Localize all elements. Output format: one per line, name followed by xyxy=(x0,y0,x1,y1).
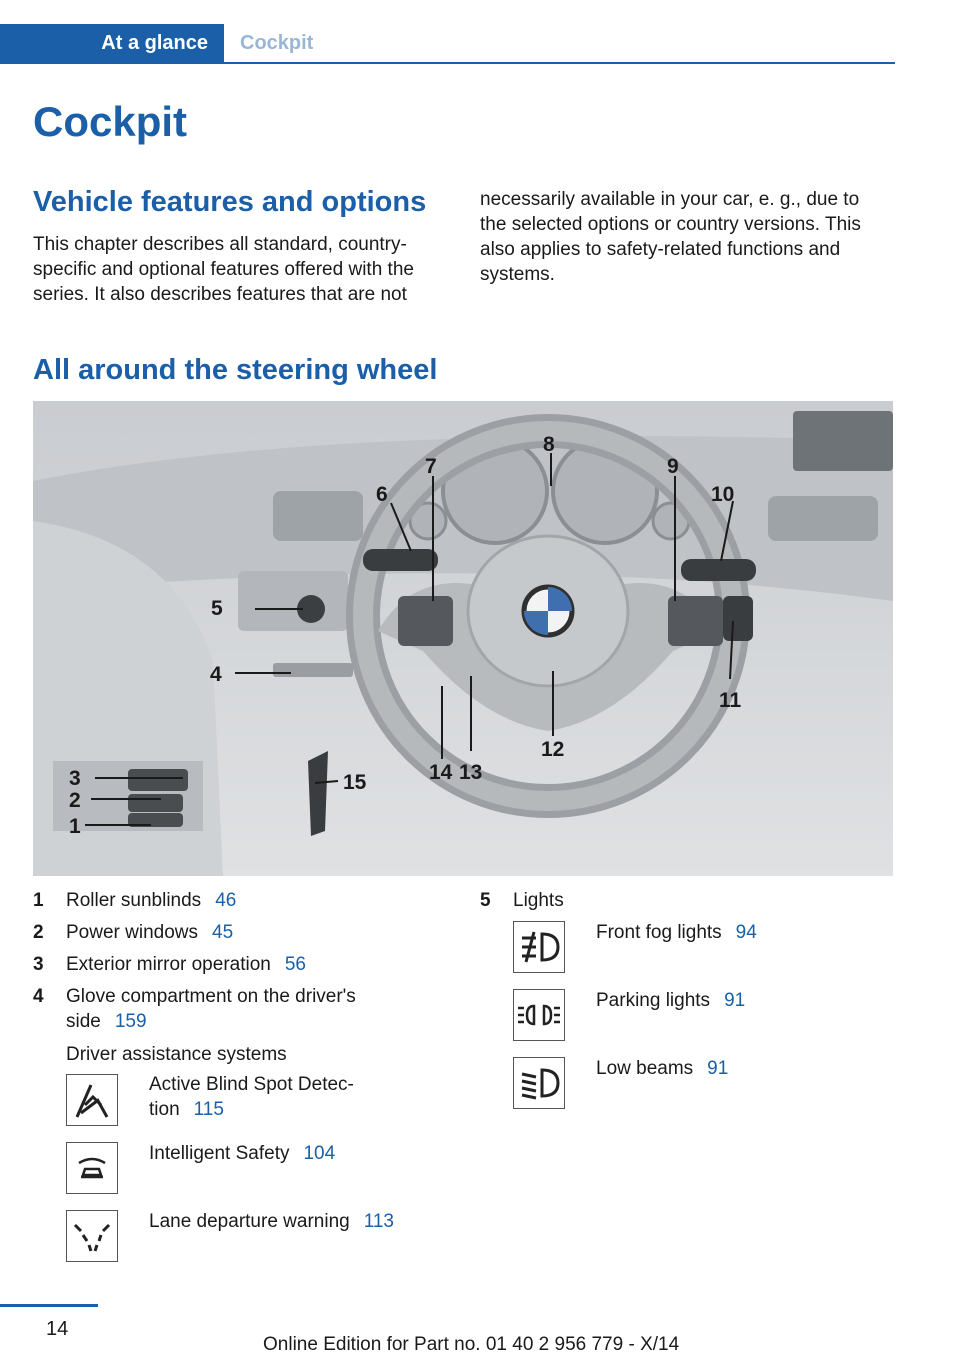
text-line: systems. xyxy=(480,264,555,285)
cockpit-illustration xyxy=(33,401,893,876)
callout-14: 14 xyxy=(429,761,453,784)
lane-departure-icon xyxy=(66,1210,118,1262)
item-label: Lights xyxy=(513,890,564,911)
item-label: Lane departure warning xyxy=(149,1211,350,1232)
page-ref-link[interactable]: 91 xyxy=(724,990,746,1011)
item-label: Low beams xyxy=(596,1058,694,1079)
item-label: Front fog lights xyxy=(596,922,722,943)
lights-item xyxy=(596,1056,728,1081)
lights-item xyxy=(596,988,745,1013)
header-tabbar xyxy=(0,24,895,64)
item-number: 5 xyxy=(480,890,491,911)
item-label: Power windows xyxy=(66,922,198,943)
page-ref-link[interactable]: 94 xyxy=(735,922,757,943)
page-ref-link[interactable]: 45 xyxy=(212,922,234,943)
text-line: also applies to safety-related functions and xyxy=(480,239,841,260)
section-heading-steering-wheel: All around the steering wheel xyxy=(33,354,438,386)
callout-15: 15 xyxy=(343,771,367,794)
tab-at-a-glance[interactable]: At a glance xyxy=(0,24,224,62)
driver-assist-item xyxy=(149,1072,354,1122)
driver-assist-item xyxy=(149,1209,394,1234)
page-ref-link[interactable]: 46 xyxy=(215,890,237,911)
callout-13: 13 xyxy=(459,761,483,784)
text-line: necessarily available in your car, e. g., due to xyxy=(480,189,860,210)
callout-2: 2 xyxy=(69,789,81,812)
parking-lights-icon xyxy=(513,989,565,1041)
page-ref-link[interactable]: 115 xyxy=(193,1099,224,1120)
page-number: 14 xyxy=(46,1318,69,1340)
item-label: Parking lights xyxy=(596,990,711,1011)
page-ref-link[interactable]: 56 xyxy=(284,954,306,975)
text-line: This chapter describes all standard, country- xyxy=(33,234,407,255)
low-beams-icon xyxy=(513,1057,565,1109)
page-ref-link[interactable]: 91 xyxy=(707,1058,729,1079)
item-label: Glove compartment on the driver's xyxy=(66,986,356,1007)
item-number: 3 xyxy=(33,954,44,975)
tab-cockpit[interactable]: Cockpit xyxy=(240,32,314,54)
cockpit-drawing xyxy=(33,401,893,876)
callout-10: 10 xyxy=(711,483,735,506)
page-ref-link[interactable]: 104 xyxy=(303,1143,336,1164)
callout-4: 4 xyxy=(210,663,222,686)
item-label: Intelligent Safety xyxy=(149,1143,290,1164)
callout-5: 5 xyxy=(211,597,223,620)
driver-assist-title: Driver assistance systems xyxy=(66,1044,287,1065)
item-label: side xyxy=(66,1011,101,1032)
item-label: Roller sunblinds xyxy=(66,890,202,911)
lights-item xyxy=(596,920,757,945)
footer-rule xyxy=(0,1304,98,1307)
intro-paragraph-col1 xyxy=(33,232,443,307)
item-number: 1 xyxy=(33,890,44,911)
item-label: tion xyxy=(149,1099,180,1120)
text-line: specific and optional features offered with the xyxy=(33,259,414,280)
callout-8: 8 xyxy=(543,433,555,456)
item-number: 4 xyxy=(33,986,44,1007)
component-list-right xyxy=(480,888,900,1128)
callout-11: 11 xyxy=(719,689,742,712)
page-ref-link[interactable]: 159 xyxy=(114,1011,147,1032)
item-label: Active Blind Spot Detec- xyxy=(149,1074,354,1095)
text-line: the selected options or country versions. This xyxy=(480,214,861,235)
item-label: Exterior mirror operation xyxy=(66,954,271,975)
callout-3: 3 xyxy=(69,767,81,790)
blind-spot-icon xyxy=(66,1074,118,1126)
callout-12: 12 xyxy=(541,738,565,761)
page-ref-link[interactable]: 113 xyxy=(363,1211,394,1232)
driver-assist-item xyxy=(149,1141,335,1166)
intro-paragraph-col2 xyxy=(480,187,890,287)
section-heading-vehicle-features: Vehicle features and options xyxy=(33,186,427,218)
callout-7: 7 xyxy=(425,455,437,478)
callout-9: 9 xyxy=(667,455,679,478)
edition-note: Online Edition for Part no. 01 40 2 956 779 - X/14 xyxy=(263,1334,680,1355)
component-list-left xyxy=(33,888,453,1278)
callout-6: 6 xyxy=(376,483,388,506)
item-number: 2 xyxy=(33,922,44,943)
page-title: Cockpit xyxy=(33,98,188,145)
intelligent-safety-icon xyxy=(66,1142,118,1194)
text-line: series. It also describes features that are not xyxy=(33,284,407,305)
front-fog-lights-icon xyxy=(513,921,565,973)
callout-1: 1 xyxy=(69,815,81,838)
